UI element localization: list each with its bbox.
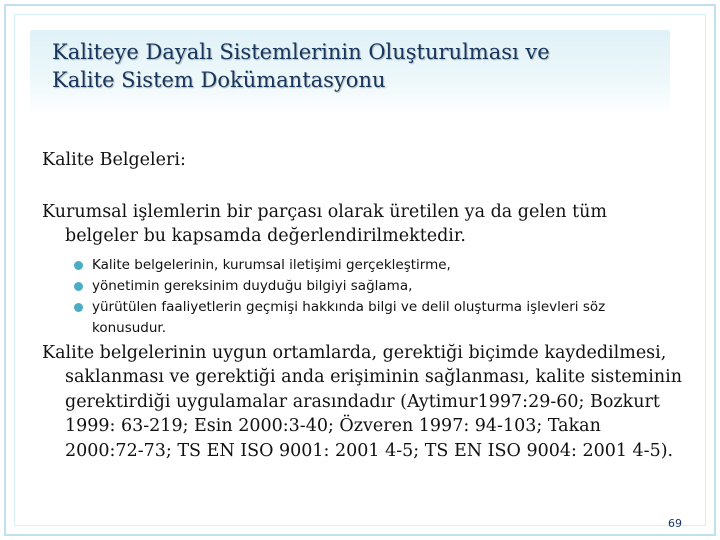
bullet-dot-icon bbox=[74, 303, 83, 312]
bullet-item bbox=[74, 255, 682, 276]
bullet-dot-icon bbox=[74, 261, 83, 270]
bullet-dot-icon bbox=[74, 282, 83, 291]
section-heading: Kalite Belgeleri: bbox=[42, 150, 186, 170]
bullet-list bbox=[42, 255, 682, 339]
slide-title bbox=[52, 38, 652, 94]
title-line-2: Kalite Sistem Dokümantasyonu bbox=[52, 68, 386, 92]
bullet-item bbox=[74, 276, 682, 297]
bullet-text: yönetimin gereksinim duyduğu bilgiyi sağlama, bbox=[92, 277, 413, 294]
bullet-item bbox=[74, 297, 682, 339]
paragraph-2: Kalite belgelerinin uygun ortamlarda, gerektiği biçimde kaydedilmesi, saklanması ve gerektiği anda erişiminin sağlanması, kalite sisteminin gerektirdiği uygulamalar arasındadır (Aytimur1997:29-60; Bozkurt 1999: 63-219; Esin 2000:3-40; Özveren 1997: 94-103; Takan 2000:72-73; TS EN ISO 9001: 2001 4-5; TS EN ISO 9004: 2001 4-5). bbox=[42, 342, 682, 461]
bullet-text: Kalite belgelerinin, kurumsal iletişimi gerçekleştirme, bbox=[92, 256, 451, 273]
page-number: 69 bbox=[668, 517, 682, 530]
title-line-1: Kaliteye Dayalı Sistemlerinin Oluşturulması ve bbox=[52, 40, 550, 64]
bullet-text: yürütülen faaliyetlerin geçmişi hakkında bilgi ve delil oluşturma işlevleri söz konusudur. bbox=[92, 298, 606, 336]
paragraph-1: Kurumsal işlemlerin bir parçası olarak üretilen ya da gelen tüm belgeler bu kapsamda değerlendirilmektedir. bbox=[42, 201, 608, 246]
slide-content bbox=[42, 148, 682, 463]
